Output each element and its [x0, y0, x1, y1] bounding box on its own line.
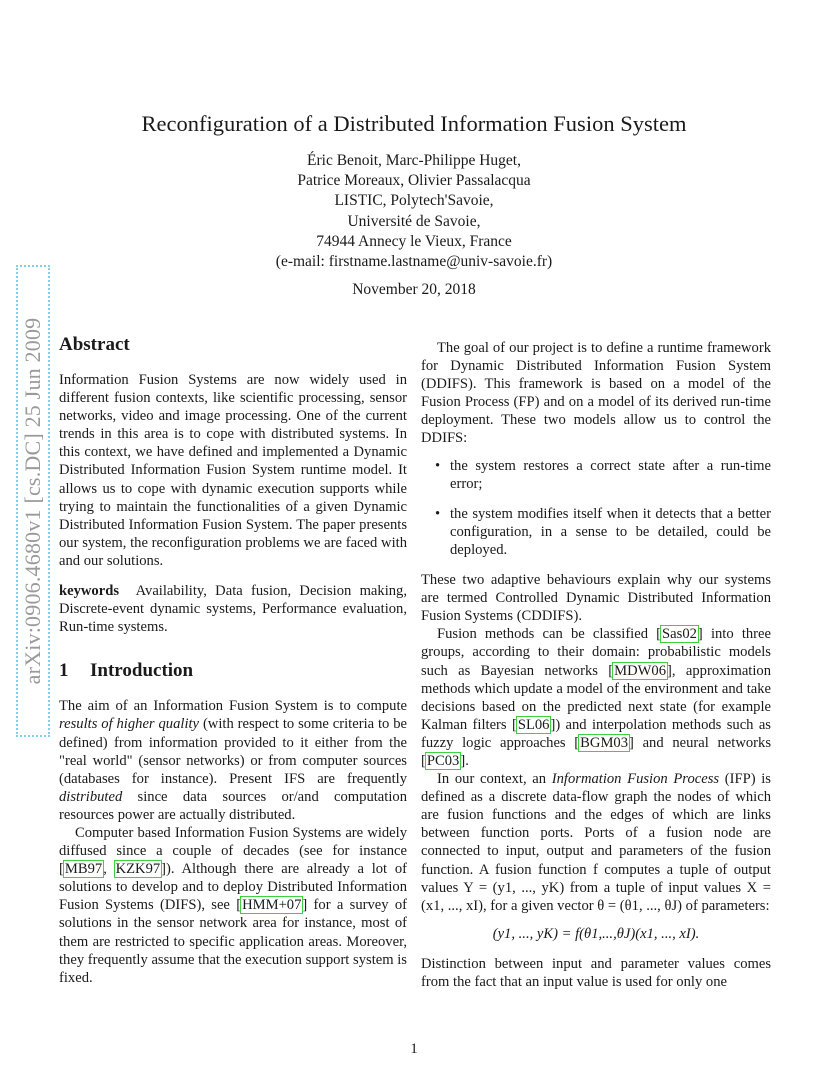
affiliation-line: Université de Savoie, [347, 212, 481, 230]
citation-link[interactable]: HMM+07 [242, 897, 302, 914]
bullet-item: • the system modifies itself when it detects that a better configuration, in a sense to be detailed, could be deployed. [435, 505, 771, 558]
arxiv-id: arXiv:0906.4680v1 [cs.DC] 25 Jun 2009 [20, 317, 45, 685]
citation-link[interactable]: MB97 [64, 861, 103, 878]
goal-paragraph: The goal of our project is to define a runtime framework for Dynamic Distributed Information Fusion System (DDIFS). This framework is based on a model of the Fusion Process (FP) and on a model of its derived run-time deployment. These two models allow us to control the DDIFS: [421, 340, 771, 447]
author-line: Patrice Moreaux, Olivier Passalacqua [297, 172, 531, 190]
distinction-paragraph: Distinction between input and parameter values comes from the fact that an input value is used for only one [421, 955, 771, 990]
author-block [0, 151, 828, 272]
author-line: Éric Benoit, Marc-Philippe Huget, [307, 152, 521, 169]
section-heading-introduction [59, 660, 407, 682]
paper-date: November 20, 2018 [352, 281, 476, 298]
affiliation-line: LISTIC, Polytech'Savoie, [334, 192, 494, 210]
intro-paragraph-1: The aim of an Information Fusion System is to compute results of higher quality (with respect to some criteria to be defined) from information provided to it either from the "real world" (sensor networks) or from computer sources (databases for instance). Present IFS are frequently distributed since data sources or/and computation resources power are actually distributed. [59, 698, 408, 823]
citation-link[interactable]: PC03 [426, 752, 460, 769]
bullet-item: • the system restores a correct state after a run-time error; [435, 457, 771, 492]
citation-link[interactable]: MDW06 [614, 662, 667, 679]
bullet-icon: • [435, 457, 441, 474]
section-title: Introduction [90, 660, 194, 682]
emphasis: Information Fusion Process [551, 771, 720, 788]
bullet-list [421, 457, 771, 559]
emphasis: results of higher quality [59, 716, 200, 733]
address-line: 74944 Annecy le Vieux, France [316, 232, 512, 250]
citation-link[interactable]: Sas02 [662, 626, 697, 643]
keywords-text: Availability, Data fusion, Decision making, Discrete-event dynamic systems, Performance evaluation, Run-time systems. [59, 583, 407, 636]
emphasis: distributed [59, 788, 123, 805]
abstract-text: Information Fusion Systems are now widely used in different fusion contexts, like scientific processing, sensor networks, video and image processing. One of the current trends in this area is to cope with distributed systems. In this context, we have defined and implemented a Dynamic Distributed Information Fusion System runtime model. It allows us to cope with dynamic execution supports while trying to maintain the functionalities of a given Dynamic Distributed Information Fusion System. The paper presents our system, the reconfiguration problems we are faced with and our solutions. [59, 372, 407, 569]
keywords-paragraph [59, 582, 407, 636]
page-number: 1 [410, 1041, 418, 1057]
fusion-methods-paragraph: Fusion methods can be classified [Sas02] into three groups, according to their domain: probabilistic models such as Bayesian networks [MDW06], approximation methods which update a model of the environment and take decisions based on the predicted next state (for example Kalman filters [SL06]) and interpolation methods such as fuzzy logic approaches [BGM03] and neural networks [PC03]. [421, 626, 771, 769]
right-column [421, 339, 771, 991]
abstract-heading: Abstract [59, 334, 130, 355]
adaptive-paragraph: These two adaptive behaviours explain why our systems are termed Controlled Dynamic Distributed Information Fusion Systems (CDDIFS). [421, 572, 771, 625]
intro-paragraph-2: Computer based Information Fusion Systems are widely diffused since a couple of decades (see for instance [MB97, KZK97]). Although there are already a lot of solutions to develop and to deploy Distributed Information Fusion Systems (DIFS), see [HMM+07] for a survey of solutions in the sensor network area for instance, most of them are restricted to specific application areas. Moreover, they frequently assume that the execution support system is fixed. [59, 824, 408, 986]
fusion-formula: (y1, ..., yK) = f(θ1,...,θJ)(x1, ..., xI). [492, 925, 700, 942]
bullet-icon: • [435, 505, 441, 522]
citation-link[interactable]: SL06 [517, 716, 550, 733]
keywords-label: keywords [59, 583, 119, 600]
citation-link[interactable]: KZK97 [115, 861, 161, 878]
ifp-paragraph: In our context, an Information Fusion Process (IFP) is defined as a discrete data-flow graph the nodes of which are fusion functions and the edges of which are links between function ports. Ports of a fusion node are connected to input, output and parameters of the fusion function. A fusion function f computes a tuple of output values Y = (y1, ..., yK) from a tuple of input values X = (x1, ..., xI), for a given vector θ = (θ1, ..., θJ) of parameters: [421, 771, 771, 914]
left-column [59, 334, 407, 987]
citation-link[interactable]: BGM03 [580, 734, 629, 751]
section-number: 1 [59, 660, 69, 682]
email-line: (e-mail: firstname.lastname@univ-savoie.fr) [275, 253, 553, 271]
arxiv-stamp [16, 265, 50, 737]
paper-title: Reconfiguration of a Distributed Information Fusion System [141, 111, 687, 137]
